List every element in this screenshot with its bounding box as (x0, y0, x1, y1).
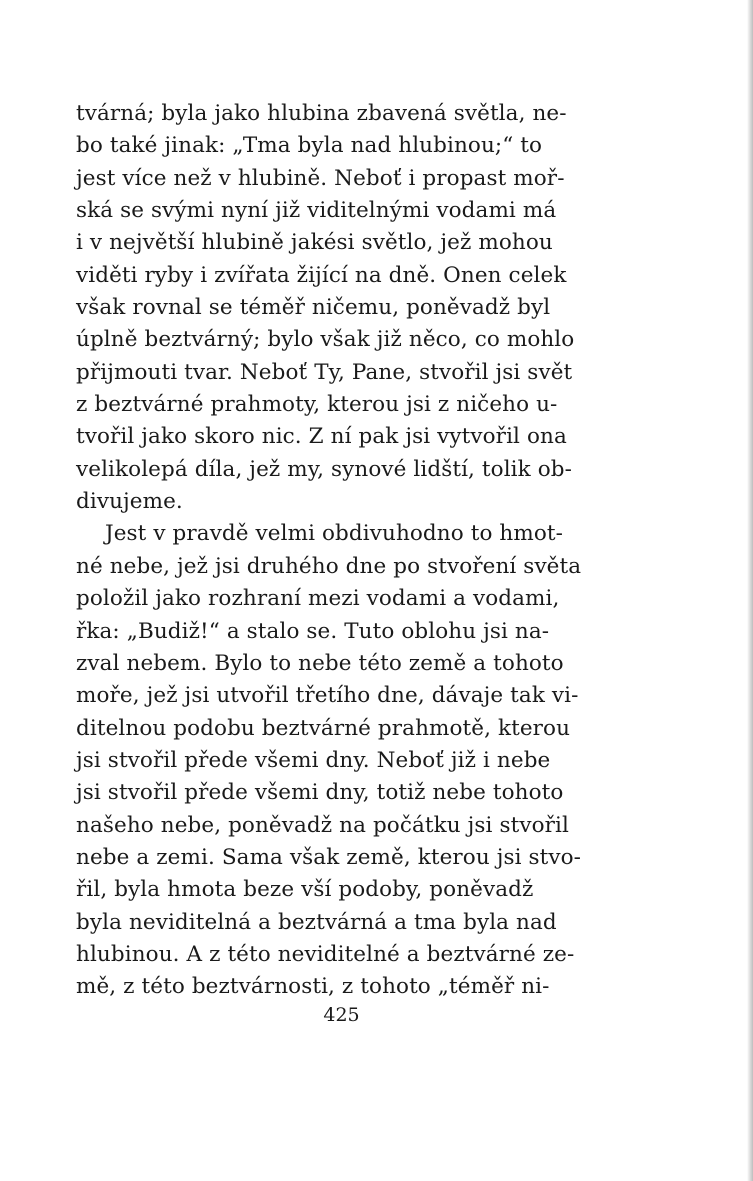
text-line: nebe a zemi. Sama však země, kterou jsi stvo- (76, 844, 582, 870)
text-line: viděti ryby i zvířata žijící na dně. Onen celek (76, 262, 567, 288)
text-line: jsi stvořil přede všemi dny. Neboť již i nebe (76, 747, 551, 773)
text-line: jest více než v hlubině. Neboť i propast moř- (76, 165, 565, 191)
text-line: bo také jinak: „Tma byla nad hlubinou;“ to (76, 133, 543, 159)
page-number-text: 425 (323, 1004, 360, 1026)
text-line: velikolepá díla, jež my, synové lidští, tolik ob- (76, 456, 572, 482)
page-number (0, 1004, 753, 1026)
paragraph-start-line: Jest v pravdě velmi obdivuhodno to hmot- (105, 521, 564, 547)
text-line: tvořil jako skoro nic. Z ní pak jsi vytvořil ona (76, 424, 567, 450)
text-line: hlubinou. A z této neviditelné a beztvárné ze- (76, 941, 575, 967)
text-line: řka: „Budiž!“ a stalo se. Tuto oblohu jsi na- (76, 618, 550, 644)
text-line: položil jako rozhraní mezi vodami a vodami, (76, 586, 560, 612)
text-line: tvárná; byla jako hlubina zbavená světla, ne- (76, 101, 567, 126)
text-line: našeho nebe, poněvadž na počátku jsi stvořil (76, 812, 569, 838)
text-line: ská se svými nyní již viditelnými vodami má (76, 198, 557, 224)
body-text (76, 98, 592, 1004)
text-line: řil, byla hmota beze vší podoby, poněvadž (76, 877, 534, 903)
text-line: i v největší hlubině jakési světlo, jež mohou (76, 230, 553, 256)
text-line: z beztvárné prahmoty, kterou jsi z ničeho u- (76, 392, 558, 418)
text-line: divujeme. (76, 489, 183, 515)
text-line: ditelnou podobu beztvárné prahmotě, kterou (76, 715, 571, 741)
text-line: zval nebem. Bylo to nebe této země a tohoto (76, 650, 564, 676)
text-line: přijmouti tvar. Neboť Ty, Pane, stvořil jsi svět (76, 359, 573, 385)
page-edge-shadow (747, 0, 753, 1181)
text-line: byla neviditelná a beztvárná a tma byla nad (76, 909, 557, 935)
text-line: však rovnal se téměř ničemu, poněvadž byl (76, 295, 551, 321)
text-line: moře, jež jsi utvořil třetího dne, dávaje tak vi- (76, 683, 579, 709)
text-line: úplně beztvárný; bylo však již něco, co mohlo (76, 327, 575, 353)
text-line: jsi stvořil přede všemi dny, totiž nebe tohoto (76, 780, 564, 806)
text-line: mě, z této beztvárnosti, z tohoto „téměř ni- (76, 974, 550, 1000)
text-line: né nebe, jež jsi druhého dne po stvoření světa (76, 553, 582, 579)
